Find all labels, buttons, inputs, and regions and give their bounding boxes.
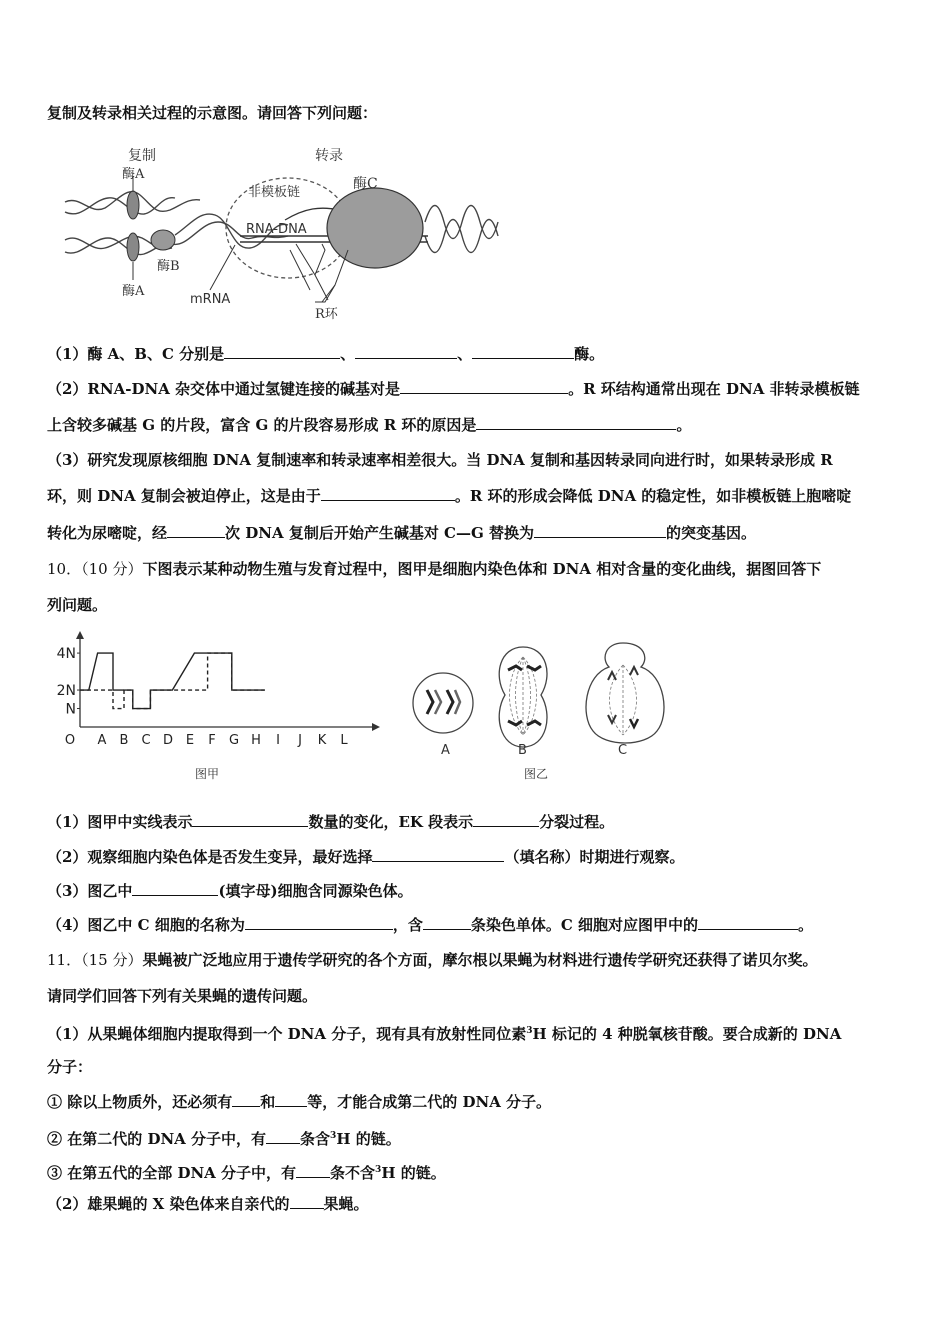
q9-part2-line1: （2）RNA-DNA 杂交体中通过氢键连接的碱基对是 。R 环结构通常出现在 DNA 非转录模板链 bbox=[47, 380, 860, 398]
answer-blank[interactable] bbox=[355, 344, 457, 359]
q10-part1: （1）图甲中实线表示 数量的变化，EK 段表示 分裂过程。 bbox=[47, 813, 615, 831]
q10-heading-line2: 列问题。 bbox=[47, 596, 108, 614]
q10-heading: 10．（10 分）下图表示某种动物生殖与发育过程中，图甲是细胞内染色体和 DNA 相对含量的变化曲线，据图回答下 bbox=[47, 560, 822, 578]
answer-blank[interactable] bbox=[290, 1194, 324, 1209]
q11-heading-line2: 请同学们回答下列有关果蝇的遗传问题。 bbox=[47, 987, 318, 1005]
answer-blank[interactable] bbox=[275, 1092, 307, 1107]
x-tick-label: B bbox=[119, 733, 129, 748]
x-tick-label: E bbox=[185, 733, 195, 748]
answer-blank[interactable] bbox=[472, 344, 574, 359]
x-tick-label: F bbox=[208, 733, 216, 748]
answer-blank[interactable] bbox=[473, 812, 539, 827]
intro-text: 复制及转录相关过程的示意图。请回答下列问题： bbox=[47, 104, 378, 122]
label-rna-dna: RNA-DNA bbox=[246, 222, 307, 237]
label-cell-a: A bbox=[441, 743, 450, 758]
label-cell-c: C bbox=[618, 743, 628, 758]
replication-transcription-figure bbox=[60, 140, 510, 325]
y-axis-arrow bbox=[76, 631, 84, 639]
series-solid-line bbox=[80, 653, 265, 708]
q11-sub1: ① 除以上物质外，还必须有 和 等，才能合成第二代的 DNA 分子。 bbox=[47, 1093, 552, 1111]
x-tick-label: C bbox=[141, 733, 151, 748]
q11-sub3: ③ 在第五代的全部 DNA 分子中，有 条不含$^3$H 的链。 bbox=[47, 1164, 446, 1182]
x-tick-label: I bbox=[276, 733, 280, 748]
label-nontemplate-strand: 非模板链 bbox=[248, 185, 301, 200]
answer-blank[interactable] bbox=[167, 523, 225, 538]
y-tick-label: 2N bbox=[56, 683, 76, 700]
label-mrna: mRNA bbox=[190, 292, 231, 307]
x-tick-label: D bbox=[162, 733, 174, 748]
x-tick-label: J bbox=[298, 733, 302, 748]
q9-part3-line2: 环，则 DNA 复制会被迫停止，这是由于 。R 环的形成会降低 DNA 的稳定性，如非模板链上胞嘧啶 bbox=[47, 487, 852, 505]
answer-blank[interactable] bbox=[296, 1163, 330, 1178]
q10-part2: （2）观察细胞内染色体是否发生变异，最好选择 （填名称）时期进行观察。 bbox=[47, 848, 685, 866]
label-enzyme-a-top: 酶A bbox=[122, 167, 145, 182]
answer-blank[interactable] bbox=[321, 486, 455, 501]
label-enzyme-a-bottom: 酶A bbox=[122, 284, 145, 299]
fig2-title: 图乙 bbox=[524, 767, 549, 781]
x-tick-label: L bbox=[340, 733, 348, 748]
y-tick-label: N bbox=[65, 701, 76, 718]
x-axis-arrow bbox=[372, 723, 380, 731]
q9-part2-line2: 上含较多碱基 G 的片段，富含 G 的片段容易形成 R 环的原因是 。 bbox=[47, 416, 692, 434]
chromosome-dna-chart bbox=[50, 630, 390, 785]
q11-part2: （2）雄果蝇的 X 染色体来自亲代的 果蝇。 bbox=[47, 1195, 369, 1213]
label-r-loop: R环 bbox=[315, 307, 338, 322]
x-tick-label: G bbox=[228, 733, 240, 748]
chart-title: 图甲 bbox=[195, 767, 220, 781]
q9-part1: （1）酶 A、B、C 分别是 、 、 酶。 bbox=[47, 345, 605, 363]
answer-blank[interactable] bbox=[192, 812, 308, 827]
answer-blank[interactable] bbox=[372, 847, 504, 862]
q11-part1-line1: （1）从果蝇体细胞内提取得到一个 DNA 分子，现有具有放射性同位素$^3$H 标记的 4 种脱氧核苷酸。要合成新的 DNA bbox=[47, 1025, 842, 1043]
q11-heading: 11．（15 分）果蝇被广泛地应用于遗传学研究的各个方面，摩尔根以果蝇为材料进行遗传学研究还获得了诺贝尔奖。 bbox=[47, 951, 818, 969]
q10-part3: （3）图乙中 (填字母)细胞含同源染色体。 bbox=[47, 882, 413, 900]
y-tick-label: 4N bbox=[56, 646, 76, 663]
label-transcription: 转录 bbox=[315, 148, 343, 164]
q11-part1-line2: 分子： bbox=[47, 1058, 93, 1076]
q10-part4: （4）图乙中 C 细胞的名称为 ，含 条染色单体。C 细胞对应图甲中的 。 bbox=[47, 916, 814, 934]
label-cell-b: B bbox=[518, 743, 527, 758]
x-tick-label: H bbox=[251, 733, 261, 748]
x-tick-label: K bbox=[317, 733, 327, 748]
answer-blank[interactable] bbox=[534, 523, 666, 538]
answer-blank[interactable] bbox=[266, 1129, 300, 1144]
label-enzyme-b: 酶B bbox=[157, 259, 180, 274]
q9-part3-line3: 转化为尿嘧啶，经 次 DNA 复制后开始产生碱基对 C—G 替换为 的突变基因。 bbox=[47, 524, 757, 542]
answer-blank[interactable] bbox=[698, 915, 798, 930]
cell-b bbox=[499, 647, 547, 758]
answer-blank[interactable] bbox=[232, 1092, 260, 1107]
cell-a bbox=[413, 673, 473, 758]
answer-blank[interactable] bbox=[224, 344, 340, 359]
answer-blank[interactable] bbox=[423, 915, 471, 930]
x-tick-label: A bbox=[97, 733, 107, 748]
cell-figure bbox=[405, 635, 675, 785]
answer-blank[interactable] bbox=[132, 881, 218, 896]
answer-blank[interactable] bbox=[245, 915, 393, 930]
series-dashed-line bbox=[80, 653, 265, 708]
answer-blank[interactable] bbox=[476, 415, 676, 430]
label-replication: 复制 bbox=[128, 148, 156, 164]
answer-blank[interactable] bbox=[400, 379, 568, 394]
q9-part3-line1: （3）研究发现原核细胞 DNA 复制速率和转录速率相差很大。当 DNA 复制和基因转录同向进行时，如果转录形成 R bbox=[47, 451, 833, 469]
x-tick-label: O bbox=[64, 733, 76, 748]
label-enzyme-c: 酶C bbox=[353, 176, 378, 192]
cell-c bbox=[586, 643, 664, 758]
q11-sub2: ② 在第二代的 DNA 分子中，有 条含$^3$H 的链。 bbox=[47, 1130, 401, 1148]
